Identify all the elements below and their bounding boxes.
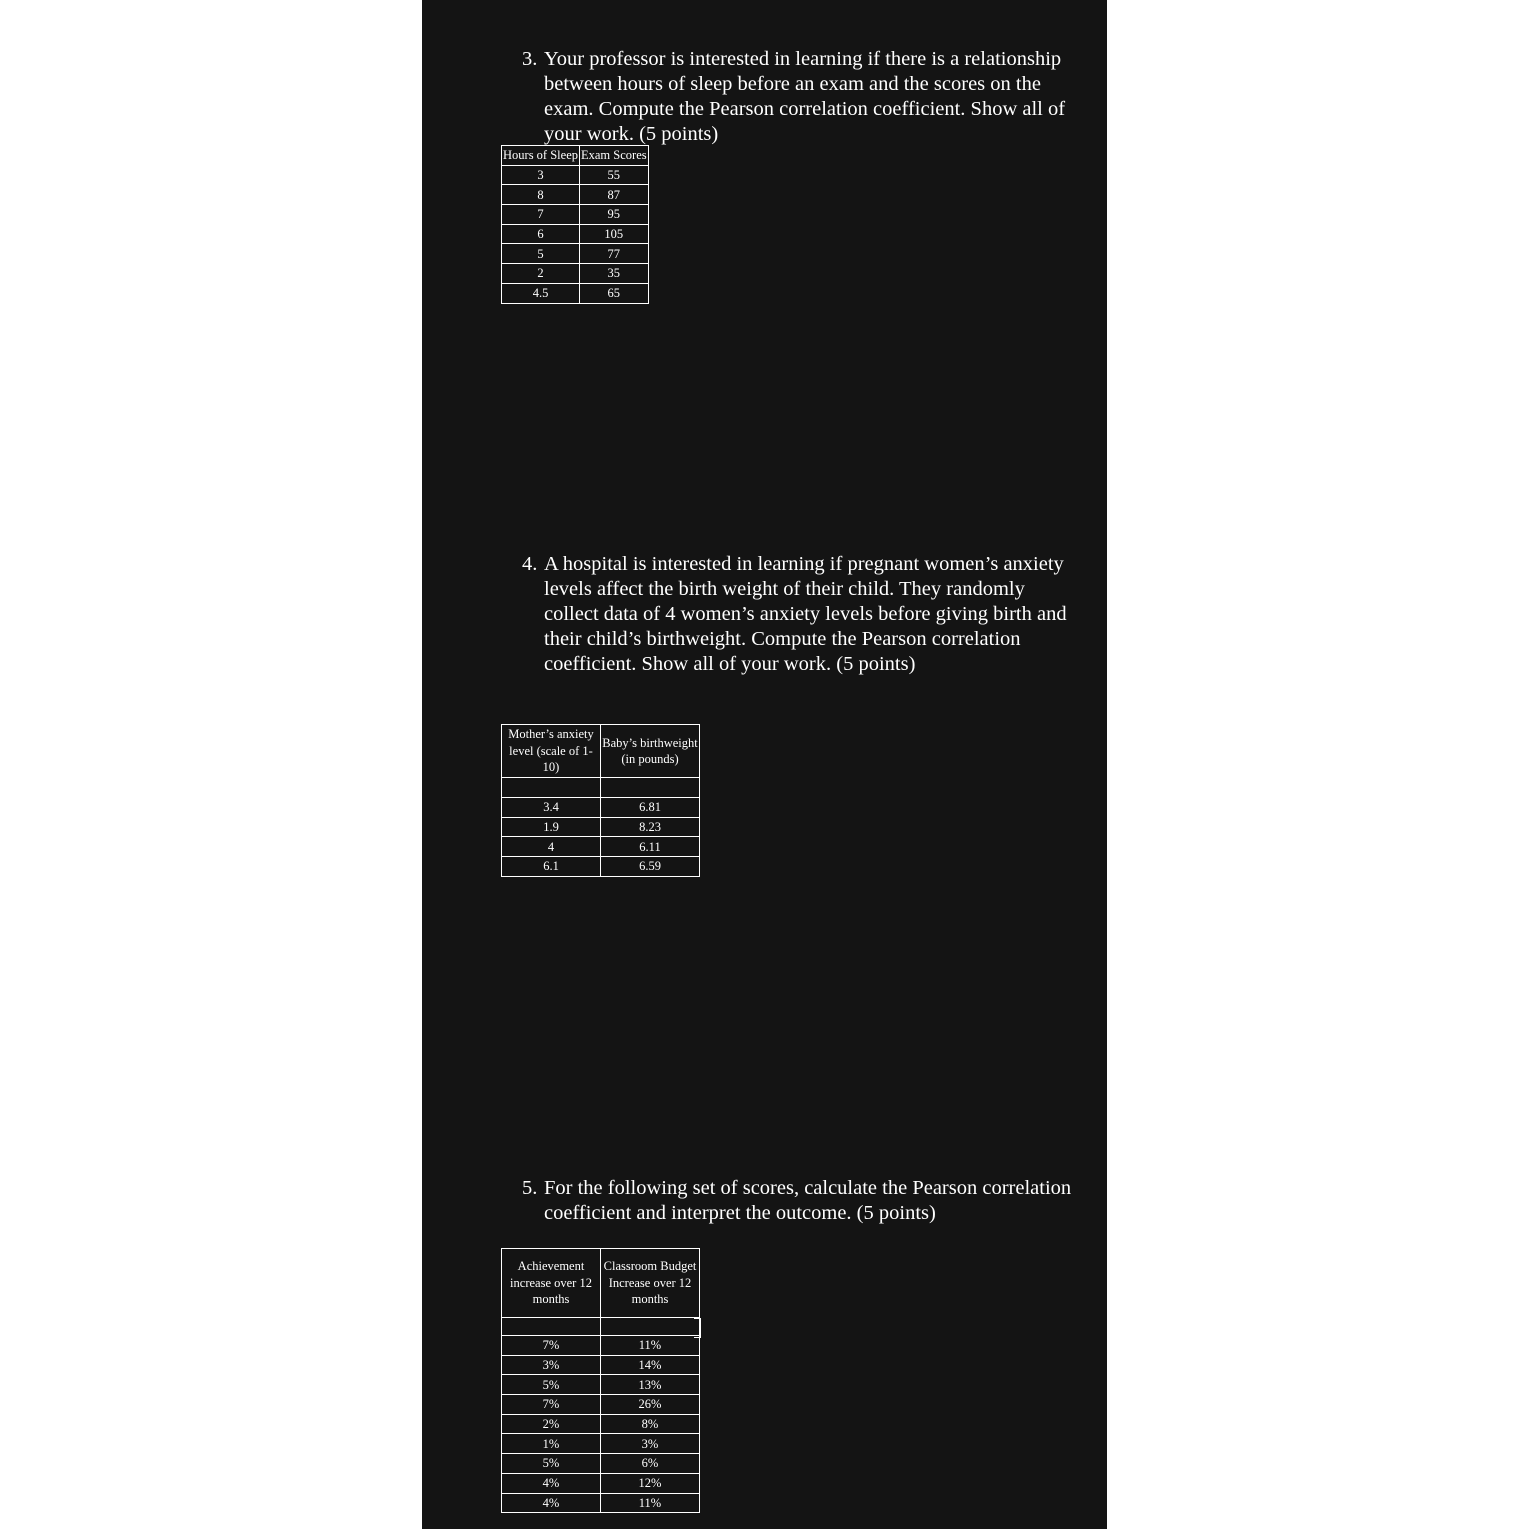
table-cell: 6% [601,1454,700,1474]
question-5-number: 5. [522,1177,538,1199]
table-cell: 7% [502,1395,601,1415]
question-4 [522,552,1084,677]
question-4-text: A hospital is interested in learning if pregnant women’s anxiety levels affect the birth weight of their child. They randomly collect data of 4 women’s anxiety levels before giving birth and their child’s birthweight. Compute the Pearson correlation coefficient. Show all of your work. (5 points) [544,553,1067,675]
table-cell: 35 [580,264,649,284]
blank-row [502,1318,700,1336]
table-cell: 13% [601,1375,700,1395]
table-row [502,1493,700,1513]
table-row [502,798,700,818]
anxiety-birthweight-table [501,724,700,877]
table-body [502,778,700,877]
table-cell: 3.4 [502,798,601,818]
table-cell: 5% [502,1454,601,1474]
sleep-scores-table [501,145,649,304]
blank-cell [502,778,601,798]
table-cell: 4% [502,1493,601,1513]
table-row [502,837,700,857]
table-row [502,1355,700,1375]
table-cell: 105 [580,224,649,244]
table-row [502,857,700,877]
table-row [502,264,649,284]
table-row [502,1375,700,1395]
table-cell: 6.81 [601,798,700,818]
table-body [502,1318,700,1513]
question-3 [522,47,1084,147]
table-cell: 8.23 [601,817,700,837]
table-cell: 11% [601,1493,700,1513]
table-cell: 65 [580,283,649,303]
table-row [502,185,649,205]
table-cell: 87 [580,185,649,205]
table-cell: 4 [502,837,601,857]
table-cell: 8% [601,1414,700,1434]
table-cell: 2% [502,1414,601,1434]
table-cell: 77 [580,244,649,264]
table-cell: 6 [502,224,580,244]
table-cell: 11% [601,1336,700,1356]
achievement-budget-table [501,1248,700,1513]
table-header-row [502,725,700,778]
column-header: Exam Scores [580,146,649,166]
question-3-text: Your professor is interested in learning if there is a relationship between hours of sleep before an exam and the scores on the exam. Compute the Pearson correlation coefficient. Show all of your work. (5 points) [544,48,1066,145]
table-cell-edge-mark [694,1318,701,1338]
column-header: Classroom Budget Increase over 12 months [601,1249,700,1318]
question-5 [522,1176,1084,1226]
table-row [502,1414,700,1434]
table-cell: 6.59 [601,857,700,877]
table-cell: 7 [502,205,580,225]
table-body [502,165,649,303]
table-row [502,1473,700,1493]
table-cell: 5% [502,1375,601,1395]
table-row [502,283,649,303]
table-row [502,165,649,185]
table-cell: 7% [502,1336,601,1356]
table-cell: 12% [601,1473,700,1493]
table-cell: 26% [601,1395,700,1415]
table-row [502,1336,700,1356]
table-cell: 3% [601,1434,700,1454]
blank-cell [502,1318,601,1336]
question-3-number: 3. [522,48,538,70]
question-4-number: 4. [522,553,538,575]
table-cell: 4.5 [502,283,580,303]
table-header-row [502,146,649,166]
table-cell: 6.1 [502,857,601,877]
table-cell: 95 [580,205,649,225]
table-cell: 55 [580,165,649,185]
blank-row [502,778,700,798]
blank-cell [601,778,700,798]
column-header: Achievement increase over 12 months [502,1249,601,1318]
table-cell: 1% [502,1434,601,1454]
table-cell: 2 [502,264,580,284]
column-header: Mother’s anxiety level (scale of 1-10) [502,725,601,778]
table-cell: 8 [502,185,580,205]
table-cell: 6.11 [601,837,700,857]
column-header: Baby’s birthweight (in pounds) [601,725,700,778]
question-5-text: For the following set of scores, calculate the Pearson correlation coefficient and interpret the outcome. (5 points) [544,1177,1072,1224]
table-cell: 3% [502,1355,601,1375]
table-row [502,1434,700,1454]
document-page [422,0,1107,1529]
column-header: Hours of Sleep [502,146,580,166]
table-row [502,817,700,837]
table-row [502,244,649,264]
table-cell: 4% [502,1473,601,1493]
table-row [502,1395,700,1415]
table-cell: 14% [601,1355,700,1375]
table-row [502,205,649,225]
table-header-row [502,1249,700,1318]
blank-cell [601,1318,700,1336]
table-row [502,1454,700,1474]
table-cell: 3 [502,165,580,185]
table-cell: 1.9 [502,817,601,837]
table-row [502,224,649,244]
table-cell: 5 [502,244,580,264]
